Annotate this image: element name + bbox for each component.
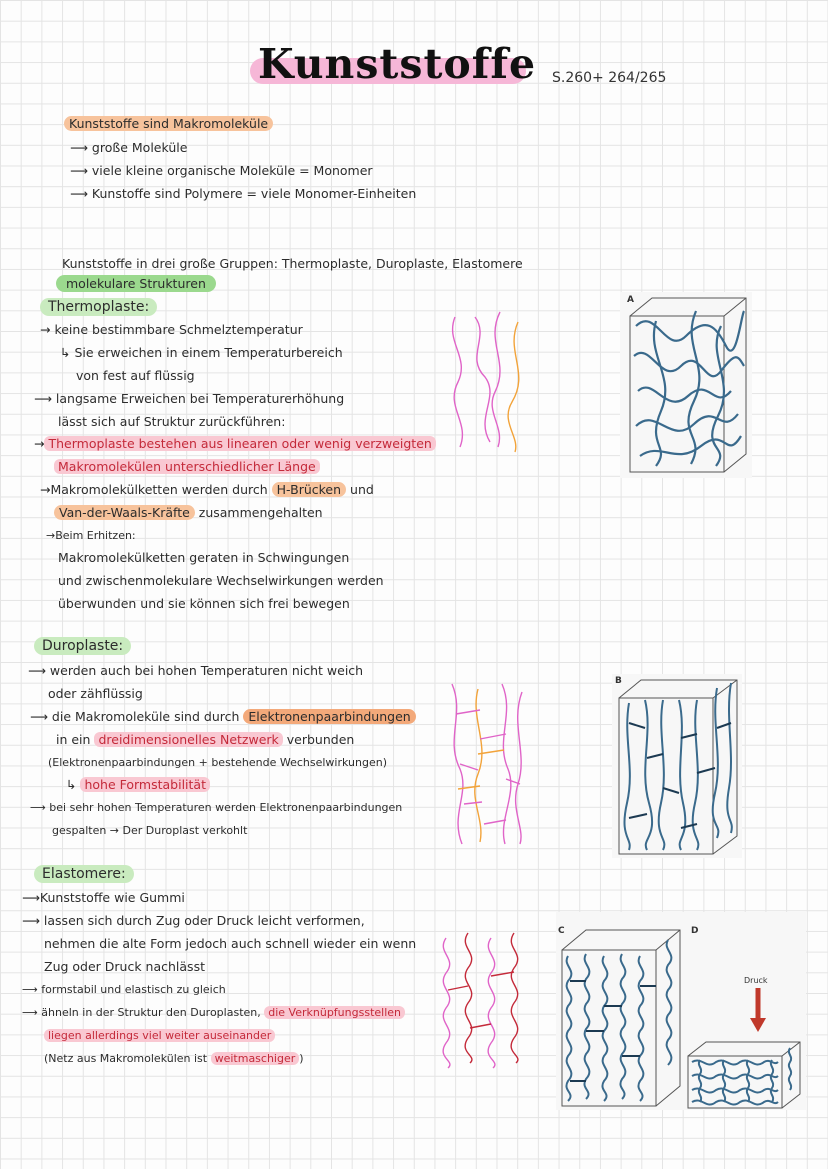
figure-d-label: D: [691, 926, 699, 936]
arrow-icon: →: [46, 529, 56, 542]
thermo-line: lässt sich auf Struktur zurückführen:: [58, 414, 286, 429]
elasto-line: (Netz aus Makromolekülen ist weitmaschiger ): [44, 1052, 304, 1065]
figure-b-duroplast-structure: [617, 678, 741, 856]
molecular-structures-label: molekulare Strukturen: [56, 276, 216, 291]
figure-a-label: A: [627, 295, 634, 305]
elastomere-heading: Elastomere:: [34, 866, 134, 882]
elasto-line: nehmen die alte Form jedoch auch schnell wieder ein wenn: [44, 936, 417, 951]
thermo-line: von fest auf flüssig: [76, 368, 195, 383]
duro-line: ⟶ die Makromoleküle sind durch Elektronenpaarbindungen: [30, 709, 416, 724]
arrow-icon: ⟶: [70, 186, 92, 201]
arrow-icon: ⟶: [30, 801, 50, 814]
arrow-icon: ⟶: [28, 663, 50, 678]
arrow-icon: →: [34, 436, 45, 451]
thermo-line: → keine bestimmbare Schmelztemperatur: [40, 322, 303, 337]
thermo-line: Van-der-Waals-Kräfte zusammengehalten: [54, 505, 323, 520]
thermoplast-sketch: [440, 312, 530, 452]
arrow-icon: ⟶: [30, 709, 52, 724]
intro-item: ⟶ Kunstoffe sind Polymere = viele Monomer-Einheiten: [70, 186, 417, 201]
elasto-line: ⟶ lassen sich durch Zug oder Druck leicht verformen,: [22, 913, 365, 928]
arrow-icon: ⟶: [22, 890, 40, 905]
thermo-line: Makromolekülketten geraten in Schwingungen: [58, 550, 350, 565]
elastomer-sketch: [436, 928, 531, 1068]
return-arrow-icon: ↳: [60, 345, 75, 360]
duro-line: gespalten → Der Duroplast verkohlt: [52, 824, 248, 837]
figure-d-compressed-structure: [686, 1040, 804, 1110]
page-title: Kunststoffe: [258, 40, 537, 88]
duroplast-sketch: [440, 684, 530, 844]
thermoplaste-heading: Thermoplaste:: [40, 299, 157, 315]
thermo-line: Makromolekülen unterschiedlicher Länge: [54, 459, 320, 474]
arrow-icon: ⟶: [70, 163, 92, 178]
thermo-line: →Beim Erhitzen:: [46, 529, 136, 542]
arrow-icon: →: [40, 322, 55, 337]
arrow-icon: ⟶: [34, 391, 56, 406]
duro-line: ⟶ bei sehr hohen Temperaturen werden Elektronenpaarbindungen: [30, 801, 403, 814]
thermo-line: ↳ Sie erweichen in einem Temperaturbereich: [60, 345, 343, 360]
elasto-line: ⟶ ähneln in der Struktur den Duroplasten, die Verknüpfungsstellen: [22, 1006, 405, 1019]
duro-line: ⟶ werden auch bei hohen Temperaturen nicht weich: [28, 663, 364, 678]
duro-line: (Elektronenpaarbindungen + bestehende Wechselwirkungen): [48, 756, 387, 769]
duro-line: oder zähflüssig: [48, 686, 143, 701]
thermo-line: überwunden und sie können sich frei bewegen: [58, 596, 350, 611]
elasto-line: Zug oder Druck nachlässt: [44, 959, 205, 974]
duro-line: in ein dreidimensionelles Netzwerk verbunden: [56, 732, 355, 747]
figure-c-label: C: [558, 926, 565, 936]
arrow-icon: →: [40, 482, 51, 497]
duro-line: ↳ hohe Formstabilität: [66, 777, 210, 792]
return-arrow-icon: ↳: [66, 777, 81, 792]
intro-heading: Kunststoffe sind Makromoleküle: [64, 116, 273, 131]
arrow-icon: ⟶: [22, 913, 44, 928]
duroplaste-heading: Duroplaste:: [34, 638, 131, 654]
thermo-line: → Thermoplaste bestehen aus linearen oder wenig verzweigten: [34, 436, 436, 451]
thermo-line: →Makromolekülketten werden durch H-Brücken und: [40, 482, 374, 497]
elasto-line: liegen allerdings viel weiter auseinander: [44, 1029, 275, 1042]
page-reference: S.260+ 264/265: [552, 70, 667, 86]
figure-a-thermoplast-structure: [626, 296, 750, 476]
groups-text: Kunststoffe in drei große Gruppen: Thermoplaste, Duroplaste, Elastomere: [62, 256, 523, 271]
intro-item: ⟶ große Moleküle: [70, 140, 188, 155]
thermo-line: und zwischenmolekulare Wechselwirkungen werden: [58, 573, 384, 588]
intro-item: ⟶ viele kleine organische Moleküle = Monomer: [70, 163, 373, 178]
arrow-icon: ⟶: [22, 1006, 42, 1019]
druck-label: Druck: [744, 976, 768, 985]
arrow-icon: ⟶: [22, 983, 42, 996]
druck-arrow-icon: [750, 988, 766, 1032]
arrow-icon: ⟶: [70, 140, 92, 155]
figure-c-elastomer-structure: [560, 926, 684, 1108]
figure-b-label: B: [615, 676, 622, 686]
elasto-line: ⟶Kunststoffe wie Gummi: [22, 890, 185, 905]
elasto-line: ⟶ formstabil und elastisch zu gleich: [22, 983, 226, 996]
thermo-line: ⟶ langsame Erweichen bei Temperaturerhöhung: [34, 391, 345, 406]
